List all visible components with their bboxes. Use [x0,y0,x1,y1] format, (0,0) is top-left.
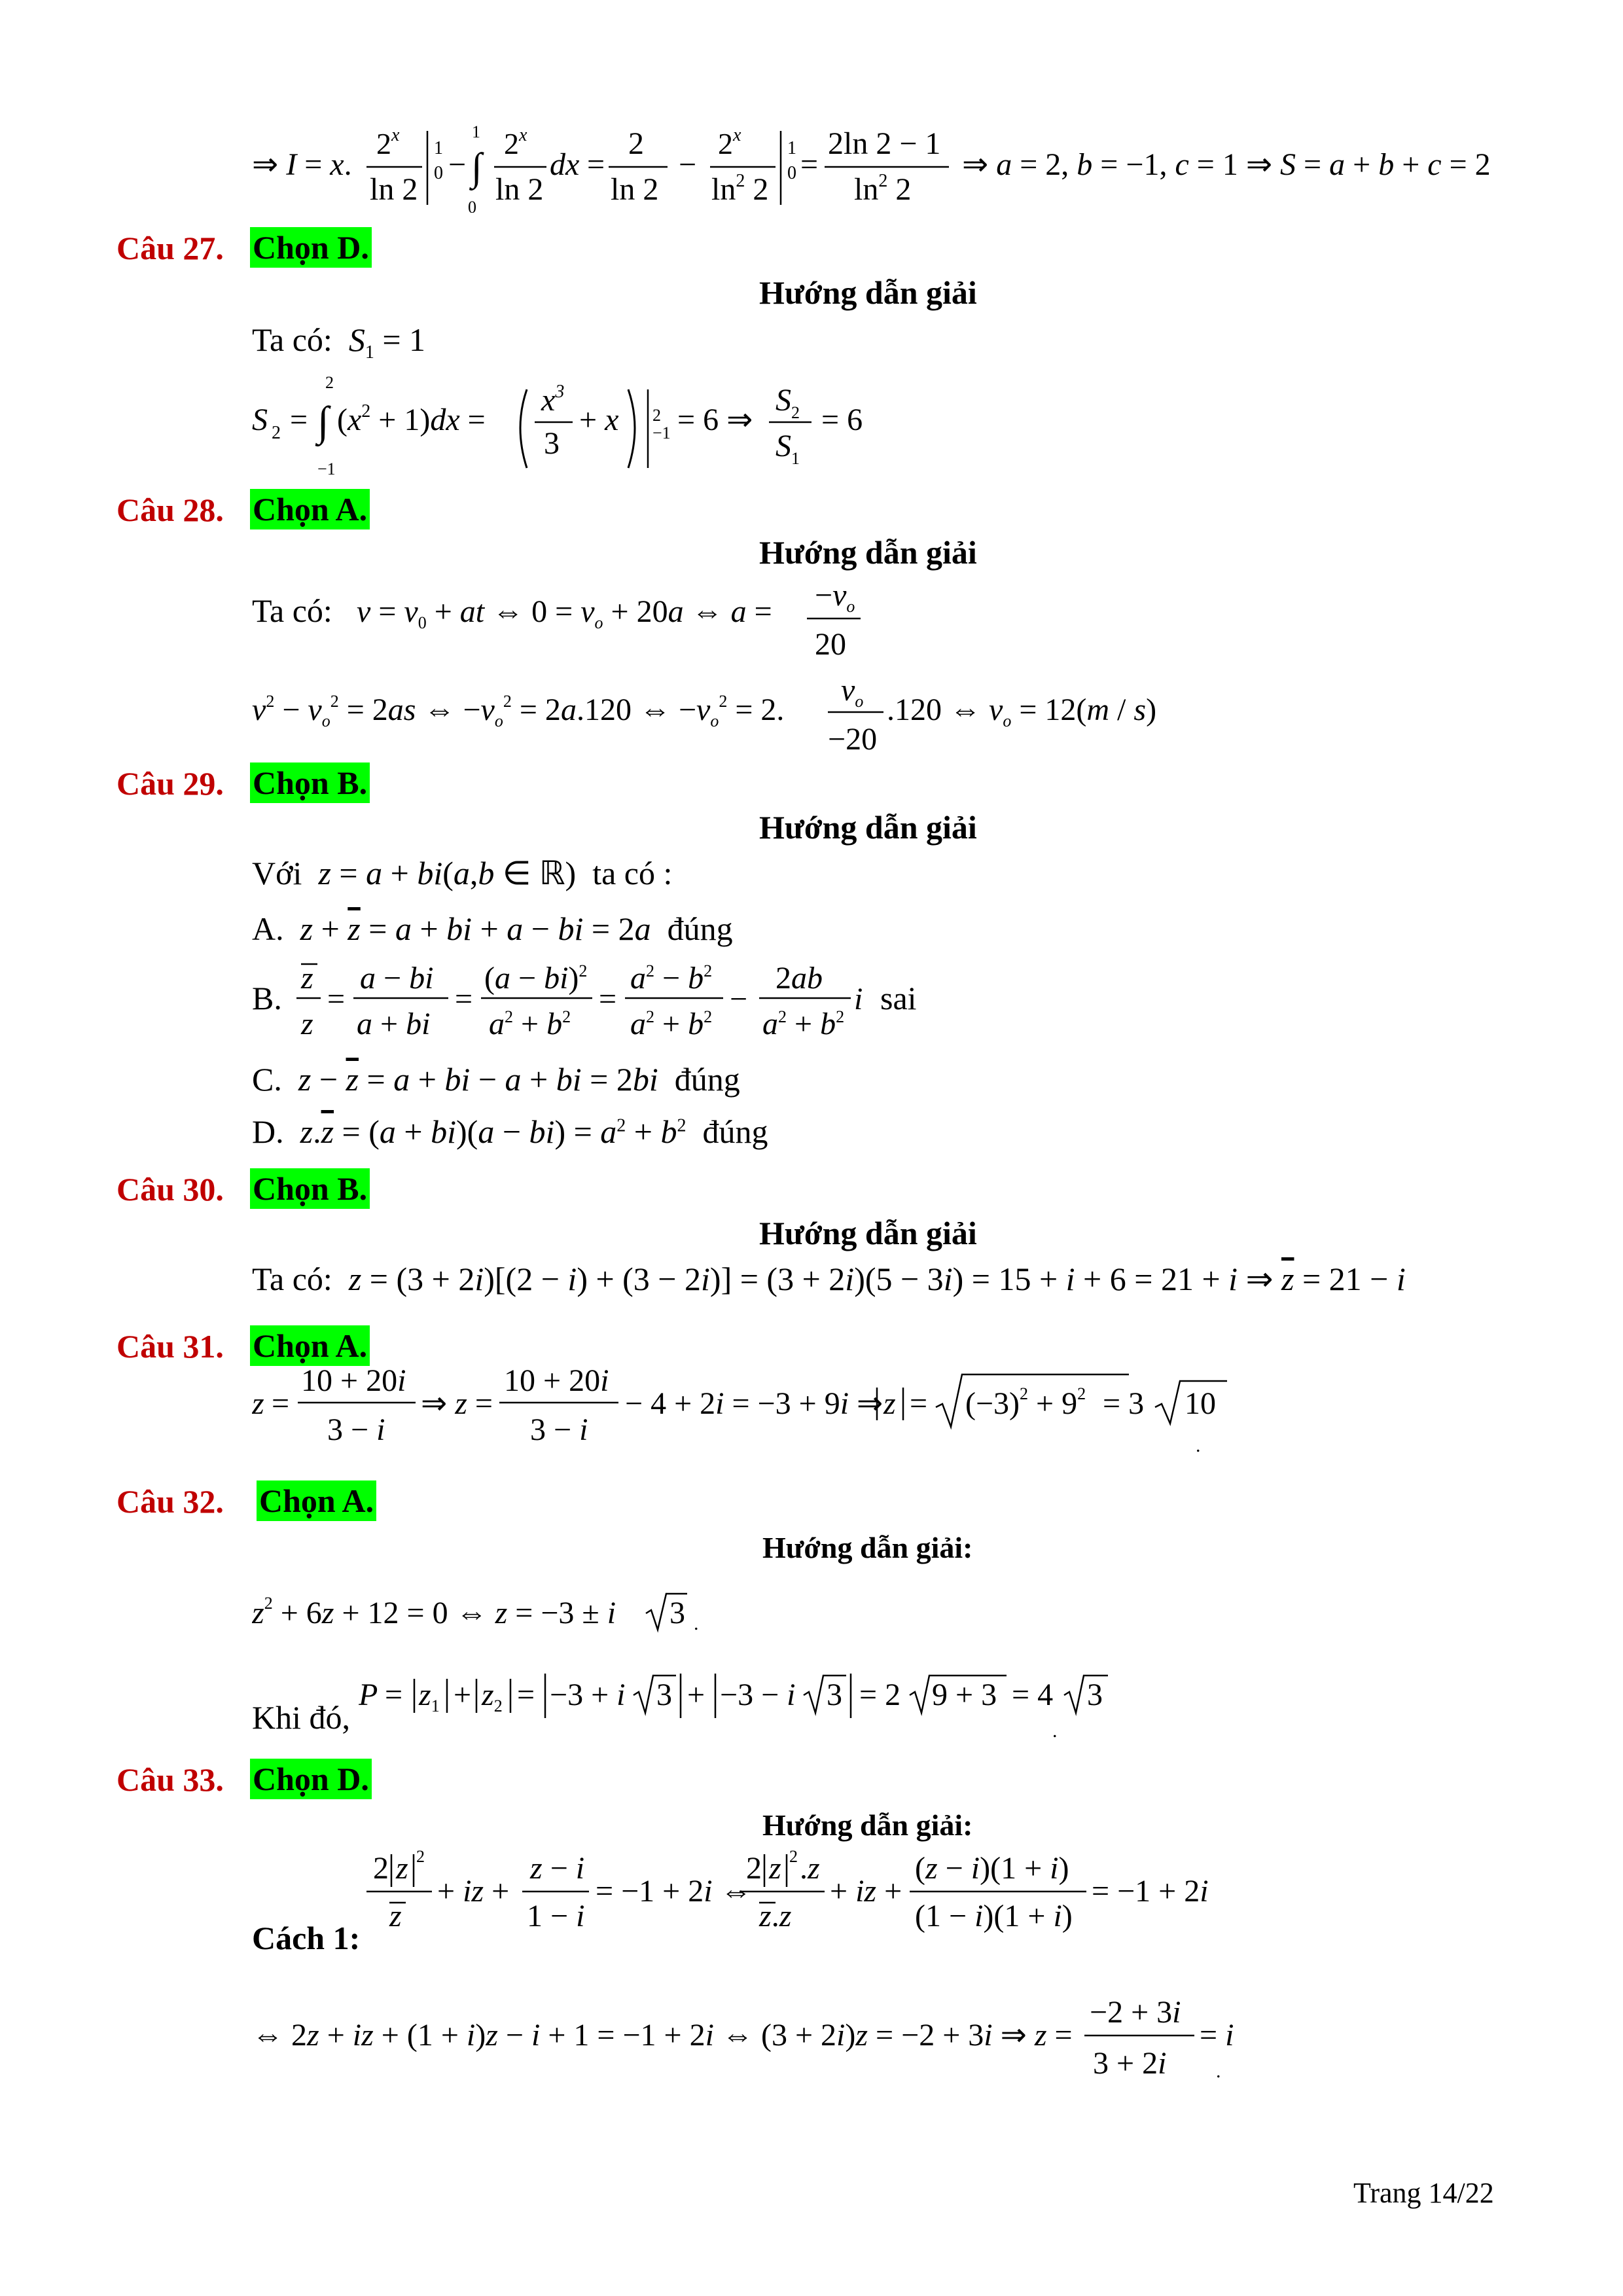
svg-text:= i: = i [1200,2018,1234,2053]
svg-text:2x: 2$^x$ [504,125,527,160]
solution-formula [252,668,1234,769]
solution-line: Khi đó, [252,1699,350,1736]
svg-text:20: 20 [815,627,846,662]
svg-text:3 − i: 3 − i [327,1412,385,1447]
svg-text:z.z: z.z [759,1899,792,1933]
question-label: Câu 29. [116,765,224,802]
solution-line: C. $z - \overline{z} = a$ + bi − a + bi = 2bi đúng [252,1061,740,1098]
svg-text:S2: $S_2$ [776,383,800,422]
top-formula [252,121,1495,213]
svg-text:a − bi: a − bi [360,961,434,996]
answer-choice: Chọn B. [250,1168,370,1209]
svg-text:3: 3 [544,426,560,461]
question-label: Câu 27. [116,230,224,266]
svg-text:z: z [883,1386,896,1421]
svg-text:= 6: = 6 [821,403,863,437]
svg-text:=: = [272,1386,290,1421]
answer-choice: Chọn A. [257,1480,376,1521]
page-number: Trang 14/22 [1353,2177,1494,2209]
question-label: Câu 32. [116,1483,224,1520]
answer-choice: Chọn B. [250,762,370,803]
svg-text:1: 1 [787,138,796,158]
svg-text:a2 + b2: $a^2 + b^2$ [630,1007,713,1041]
solution-formula [359,1659,1144,1734]
svg-text:P: P [359,1677,378,1712]
svg-text:0: 0 [434,163,443,183]
svg-text:−20: −20 [828,722,878,757]
svg-text:⇒ z =: ⇒ z = [421,1386,493,1421]
svg-text:−: − [448,147,467,182]
svg-text:− 4 + 2i = −3 + 9i ⇒: − 4 + 2i = −3 + 9i ⇒ [625,1386,883,1421]
svg-text:z: z [769,1851,781,1886]
svg-text:3: 3 [1087,1677,1103,1712]
svg-text:2: 2 [416,1847,425,1866]
svg-text:sai: sai [880,980,917,1016]
svg-text:= 3: = 3 [1103,1386,1145,1421]
question-label: Câu 33. [116,1761,224,1798]
svg-text:ln 2: ln 2 [495,172,544,207]
svg-text:0: 0 [787,163,796,183]
svg-text:.z: .z [800,1851,820,1886]
solution-heading: Hướng dẫn giải [759,1215,977,1251]
svg-text:−1: −1 [652,423,671,442]
solution-line: A. $z + \overline{z} = a$ + bi + a − bi = 2a đúng [252,910,733,947]
svg-text:=: = [599,982,617,1016]
svg-text:z: z [301,961,313,996]
svg-text:10 + 20i: 10 + 20i [504,1363,609,1398]
svg-text:1: 1 [434,138,443,158]
svg-text:+ x: + x [579,403,619,437]
svg-text:z: z [301,1007,313,1041]
svg-text:2: 2 [628,126,644,161]
svg-text:2x: 2$^x$ [376,125,400,160]
svg-text:=: = [910,1386,928,1421]
svg-text:a2 − b2: $a^2 - b^2$ [630,961,713,996]
svg-text:(−3)2 + 92: $(-3)^2 + 9^2$ [965,1384,1086,1421]
svg-text:S: S [252,403,268,437]
svg-text:z: z [252,1386,264,1421]
svg-text:2: 2 [272,423,281,443]
answer-choice: Chọn D. [250,1759,372,1799]
question-label: Câu 31. [116,1328,224,1365]
svg-text:= 4: = 4 [1012,1677,1054,1712]
svg-text:3 − i: 3 − i [530,1412,588,1447]
svg-text:−3 − i: −3 − i [720,1677,796,1712]
svg-text:a2 + b2: $a^2 + b^2$ [489,1007,571,1041]
solution-heading: Hướng dẫn giải [759,534,977,571]
svg-text:z: z [389,1899,402,1933]
svg-text:z1: $z_1$ [419,1677,440,1715]
svg-text:1 − i: 1 − i [527,1899,585,1933]
solution-line: Ta có: z = (3 + 2i)[(2 − i) + (3 − 2i)] = (3 + 2i)(5 − 3i) = 15 + i + 6 = 21 + i ⇒ $\overline{z} = 21 - i$ [252,1261,1406,1297]
svg-text:−3 + i: −3 + i [550,1677,626,1712]
svg-text:2: 2 [652,406,661,425]
solution-heading: Hướng dẫn giải: [762,1808,973,1842]
svg-text:10 + 20i: 10 + 20i [301,1363,406,1398]
svg-text:ln2 2: $\ln^2 2$ [711,171,769,207]
svg-text:⇒ a = 2, b = −1, c = 1 ⇒ S =: ⇒ a = 2, b = −1, c = 1 ⇒ S = a + b + c = 2 [962,147,1491,182]
svg-text:ln2 2: $\ln^2 2$ [854,171,912,207]
svg-text:3: 3 [669,1596,685,1630]
solution-formula [252,370,972,484]
svg-text:a + bi: a + bi [357,1007,431,1041]
svg-text:+ iz +: + iz + [437,1874,510,1909]
svg-text:Ta có:: Ta có: [252,592,332,629]
svg-text:2ab: 2ab [776,961,823,996]
svg-text:(1 − i)(1 + i): (1 − i)(1 + i) [915,1899,1073,1933]
svg-text:−vo: $-v_o$ [815,578,855,616]
svg-text:(a − bi)2: (a − bi)$^2$ [484,961,588,996]
svg-text:3: 3 [827,1677,842,1712]
solution-heading: Hướng dẫn giải [759,274,977,311]
solution-formula [252,1355,1234,1463]
svg-text:z2: $z_2$ [482,1677,503,1715]
svg-text:a2 + b2: $a^2 + b^2$ [762,1007,845,1041]
solution-line: Ta có: $S_1 = 1$ [252,321,426,363]
answer-choice: Chọn D. [250,227,372,268]
svg-text:.120 ⇔ vo = 12(m / s): .120 ⇔ $v_o = 12(m / s)$ [887,692,1157,730]
solution-formula [366,1842,1283,1944]
svg-text:S1: $S_1$ [776,429,800,468]
svg-text:ln 2: ln 2 [370,172,418,207]
svg-text:0: 0 [468,198,476,213]
svg-text:3: 3 [656,1677,672,1712]
svg-text:dx: dx [550,147,580,182]
svg-text:z − i: z − i [530,1851,585,1886]
punctuation-dot: . [1196,1435,1201,1456]
svg-text:B.: B. [252,980,282,1016]
svg-text:10: 10 [1185,1386,1216,1421]
svg-text:=: = [517,1677,535,1712]
svg-text:= −1 + 2i ⇔: = −1 + 2i ⇔ [596,1874,752,1909]
svg-text:v2 − vo2 = 2as ⇔ −vo2 = 2a.120: $v^2 - v_o^2 = 2as$ ⇔ $-v_o^2 = 2a.120$ ⇔ $-v_o^2 = 2$. [252,692,785,730]
svg-text:∫: ∫ [471,145,482,188]
svg-text:=: = [327,982,346,1016]
svg-text:⇒ I = x.: ⇒ I = x. [252,147,352,182]
svg-text:i: i [854,982,863,1016]
svg-text:.: . [694,1613,699,1634]
svg-text:+: + [454,1677,472,1712]
svg-text:2: 2 [325,373,334,392]
svg-text:+ iz +: + iz + [830,1874,902,1909]
svg-text:2: 2 [746,1851,762,1886]
question-label: Câu 30. [116,1171,224,1208]
svg-text:v = v0 + at ⇔ 0 = vo + 20a ⇔ a: $v = v_0$ + at ⇔ $0 = v_o + 20a$ ⇔ a = [357,594,772,632]
svg-text:= 2: = 2 [859,1677,901,1712]
svg-text:z2 + 6z + 12 = 0 ⇔ z = −3 ± i: $z^2 + 6z + 12 = 0$ ⇔ z = −3 ± i [252,1594,616,1630]
svg-text:−: − [679,147,697,182]
svg-text:−2 + 3i: −2 + 3i [1090,1995,1181,2030]
svg-text:= 6 ⇒: = 6 ⇒ [677,403,753,437]
svg-text:= −1 + 2i: = −1 + 2i [1092,1874,1209,1909]
method-label: Cách 1: [252,1920,361,1956]
solution-heading: Hướng dẫn giải: [762,1531,973,1564]
svg-text:+: + [687,1677,705,1712]
svg-text:ln 2: ln 2 [611,172,659,207]
svg-text:=: = [290,403,308,437]
svg-text:⇔ 2z + iz + (1 + i)z − i + 1 =: ⇔ 2z + iz + (1 + i)z − i + 1 = −1 + 2i ⇔ (3 + 2i)z = −2 + 3i ⇒ z = [252,2018,1073,2053]
svg-text:−: − [730,982,748,1016]
svg-text:=: = [455,982,473,1016]
question-label: Câu 28. [116,492,224,528]
svg-text:(x2 + 1)dx =: $(x^2 + 1)dx$ = [337,401,486,437]
svg-text:z: z [396,1851,408,1886]
svg-text:vo: $v_o$ [841,673,864,711]
svg-text:3 + 2i: 3 + 2i [1093,2046,1167,2081]
svg-text:=: = [385,1677,403,1712]
svg-text:−1: −1 [317,459,336,478]
answer-choice: Chọn A. [250,489,370,529]
punctuation-dot: . [1052,1720,1058,1742]
svg-text:2: 2 [789,1847,798,1866]
solution-formula [252,952,972,1054]
solution-heading: Hướng dẫn giải [759,809,977,846]
answer-choice: Chọn A. [250,1325,370,1366]
svg-text:∫: ∫ [317,398,329,444]
svg-text:2x: 2$^x$ [718,125,741,160]
svg-text:x3: $x^3$ [541,382,565,418]
svg-text:2: 2 [373,1851,389,1886]
punctuation-dot: . [1216,2060,1221,2082]
solution-formula [252,1584,776,1640]
svg-text:1: 1 [472,122,480,141]
solution-line: Với z = a + bi(a,b ∈ ℝ) ta có : [252,855,673,891]
svg-text:=: = [800,147,819,182]
svg-text:2ln 2 − 1: 2ln 2 − 1 [828,126,941,161]
solution-formula [252,576,906,671]
solution-formula [252,1990,1234,2091]
svg-text:(z − i)(1 + i): (z − i)(1 + i) [915,1851,1069,1886]
solution-line: D. $z.\overline{z} = (a + bi)(a - bi) = a^2 + b^2$ đúng [252,1113,768,1150]
svg-text:=: = [587,147,605,182]
svg-text:9 + 3: 9 + 3 [932,1677,997,1712]
